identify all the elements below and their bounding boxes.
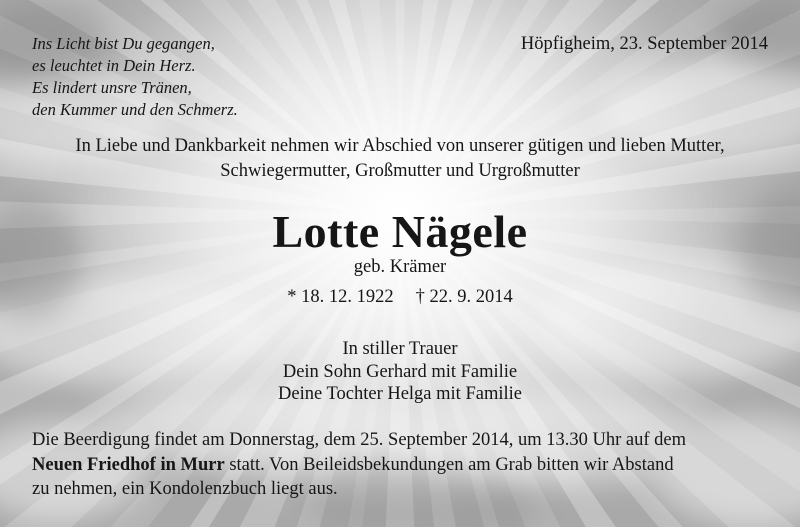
- poem-line: es leuchtet in Dein Herz.: [32, 56, 196, 75]
- mourners-line: In stiller Trauer: [342, 339, 458, 359]
- poem-line: Ins Licht bist Du gegangen,: [32, 34, 215, 53]
- funeral-details: [32, 428, 777, 502]
- poem-line: Es lindert unsre Tränen,: [32, 78, 192, 97]
- funeral-line-text: statt. Von Beileidsbekundungen am Grab bitten wir Abstand: [224, 454, 674, 475]
- funeral-line: zu nehmen, ein Kondolenzbuch liegt aus.: [32, 479, 338, 499]
- funeral-line: [32, 453, 777, 478]
- poem-line: den Kummer und den Schmerz.: [32, 100, 238, 119]
- mourners-line: Deine Tochter Helga mit Familie: [278, 384, 522, 404]
- deceased-name: Lotte Nägele: [272, 206, 528, 257]
- death-date: † 22. 9. 2014: [415, 287, 513, 307]
- intro-line: Schwiegermutter, Großmutter und Urgroßmutter: [220, 161, 580, 181]
- birth-date: * 18. 12. 1922: [287, 287, 394, 307]
- intro-text: [0, 134, 800, 184]
- place-and-date: Höpfigheim, 23. September 2014: [520, 34, 768, 54]
- mourners-line: Dein Sohn Gerhard mit Familie: [282, 361, 518, 382]
- life-dates: [0, 286, 800, 308]
- intro-line: In Liebe und Dankbarkeit nehmen wir Abschied von unserer gütigen und lieben Mutter,: [75, 136, 725, 156]
- funeral-line: Die Beerdigung findet am Donnerstag, dem 25. September 2014, um 13.30 Uhr auf dem: [32, 430, 687, 450]
- maiden-name: geb. Krämer: [353, 257, 447, 277]
- cemetery-name: Neuen Friedhof in Murr: [32, 454, 225, 475]
- poem: [32, 33, 238, 121]
- mourners-list: [0, 338, 800, 406]
